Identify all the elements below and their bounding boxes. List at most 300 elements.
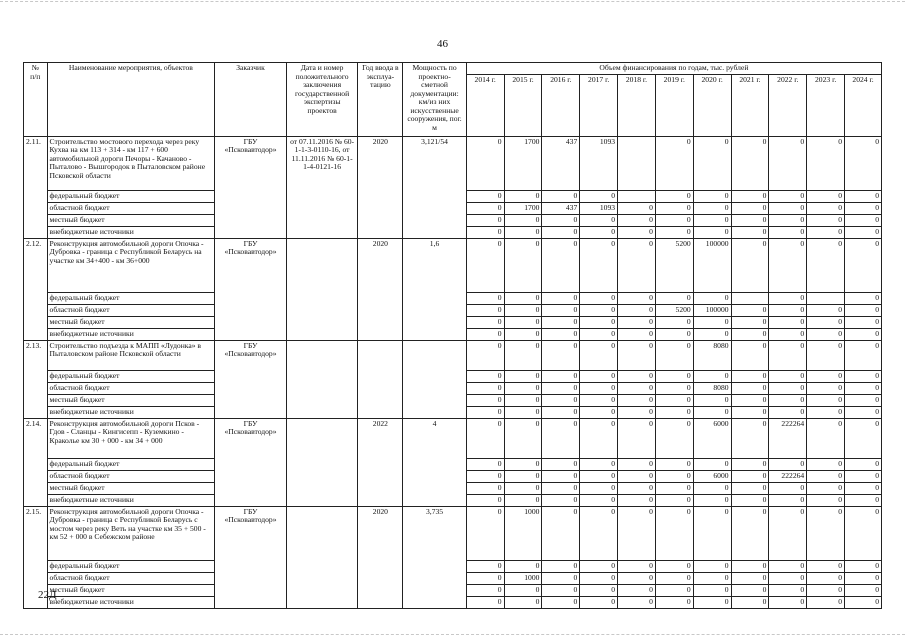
value-cell: 0 [580, 418, 618, 458]
value-cell: 0 [693, 482, 731, 494]
value-cell: 0 [807, 136, 845, 190]
value-cell: 0 [731, 238, 769, 292]
value-cell: 0 [807, 470, 845, 482]
value-cell: 0 [504, 190, 542, 202]
value-cell: 0 [466, 238, 504, 292]
subrow-label: местный бюджет [47, 584, 215, 596]
value-cell: 0 [618, 292, 656, 304]
value-cell: 0 [731, 596, 769, 608]
value-cell: 0 [466, 340, 504, 370]
header-year-col: 2014 г. [466, 74, 504, 136]
value-cell: 0 [542, 560, 580, 572]
row-number: 2.13. [24, 340, 48, 418]
row-expertise [286, 340, 358, 418]
value-cell: 0 [618, 470, 656, 482]
row-year: 2020 [358, 238, 403, 340]
subrow-label: федеральный бюджет [47, 370, 215, 382]
value-cell: 0 [693, 190, 731, 202]
value-cell: 0 [845, 596, 882, 608]
value-cell: 0 [542, 506, 580, 560]
header-year-col: 2022 г. [769, 74, 807, 136]
value-cell: 0 [618, 340, 656, 370]
value-cell: 0 [466, 382, 504, 394]
value-cell: 0 [504, 214, 542, 226]
value-cell: 0 [807, 506, 845, 560]
row-name: Реконструкция автомобильной дороги Опочка - Дубровка - граница с Республикой Беларусь с мостом через реку Веть на участке км 35 + 500 - км 52 + 000 в Себежском районе [47, 506, 215, 560]
subrow-label: местный бюджет [47, 316, 215, 328]
value-cell: 0 [845, 584, 882, 596]
value-cell: 0 [542, 214, 580, 226]
value-cell: 0 [618, 406, 656, 418]
value-cell: 0 [731, 494, 769, 506]
table-row [24, 238, 882, 292]
value-cell: 0 [807, 340, 845, 370]
value-cell: 0 [693, 202, 731, 214]
value-cell: 0 [731, 226, 769, 238]
value-cell: 0 [504, 292, 542, 304]
value-cell: 0 [731, 202, 769, 214]
value-cell: 0 [618, 560, 656, 572]
subrow-label: областной бюджет [47, 470, 215, 482]
header-funding: Объем финансирования по годам, тыс. рублей [466, 63, 881, 75]
subrow-label: федеральный бюджет [47, 190, 215, 202]
subrow-label: местный бюджет [47, 394, 215, 406]
value-cell: 0 [504, 494, 542, 506]
subrow-label: внебюджетные источники [47, 494, 215, 506]
value-cell: 0 [731, 340, 769, 370]
value-cell: 0 [845, 202, 882, 214]
value-cell: 0 [466, 328, 504, 340]
value-cell: 0 [655, 340, 693, 370]
value-cell: 0 [618, 596, 656, 608]
value-cell: 0 [807, 572, 845, 584]
value-cell: 0 [769, 494, 807, 506]
value-cell: 0 [807, 458, 845, 470]
value-cell: 0 [580, 316, 618, 328]
header-num: № п/п [24, 63, 48, 137]
row-capacity: 3,121/54 [403, 136, 466, 238]
value-cell: 0 [504, 406, 542, 418]
value-cell: 0 [542, 494, 580, 506]
value-cell: 0 [845, 328, 882, 340]
value-cell: 0 [504, 316, 542, 328]
value-cell: 0 [693, 136, 731, 190]
value-cell: 0 [693, 584, 731, 596]
value-cell: 0 [845, 560, 882, 572]
row-year [358, 340, 403, 418]
value-cell: 0 [542, 238, 580, 292]
value-cell: 0 [542, 370, 580, 382]
value-cell: 0 [580, 370, 618, 382]
value-cell: 0 [466, 506, 504, 560]
value-cell: 0 [466, 226, 504, 238]
value-cell: 0 [466, 418, 504, 458]
value-cell: 0 [542, 190, 580, 202]
value-cell: 0 [769, 316, 807, 328]
value-cell: 0 [807, 406, 845, 418]
row-name: Реконструкция автомобильной дороги Опочка - Дубровка - граница с Республикой Беларусь на участке км 34+400 - км 36+000 [47, 238, 215, 292]
value-cell: 0 [693, 394, 731, 406]
value-cell: 6000 [693, 418, 731, 458]
value-cell: 0 [655, 226, 693, 238]
value-cell: 0 [580, 584, 618, 596]
value-cell: 0 [655, 494, 693, 506]
value-cell: 0 [693, 316, 731, 328]
value-cell: 0 [655, 506, 693, 560]
value-cell: 0 [580, 470, 618, 482]
value-cell: 0 [769, 304, 807, 316]
value-cell: 0 [731, 136, 769, 190]
value-cell: 0 [580, 382, 618, 394]
subrow-label: федеральный бюджет [47, 458, 215, 470]
value-cell: 0 [542, 584, 580, 596]
value-cell: 0 [466, 292, 504, 304]
value-cell: 0 [466, 316, 504, 328]
value-cell: 0 [618, 328, 656, 340]
value-cell: 0 [618, 572, 656, 584]
value-cell: 0 [542, 418, 580, 458]
footer-code: 22Д [38, 589, 57, 601]
value-cell: 0 [466, 560, 504, 572]
header-year: Год ввода в эксплуа-тацию [358, 63, 403, 137]
value-cell: 0 [845, 506, 882, 560]
value-cell: 0 [542, 394, 580, 406]
value-cell: 0 [542, 292, 580, 304]
value-cell: 0 [542, 470, 580, 482]
row-customer: ГБУ «Псковавтодор» [215, 136, 287, 238]
value-cell: 0 [655, 202, 693, 214]
value-cell: 0 [693, 572, 731, 584]
row-number: 2.11. [24, 136, 48, 238]
value-cell: 0 [693, 370, 731, 382]
value-cell: 0 [731, 470, 769, 482]
subrow-label: внебюджетные источники [47, 328, 215, 340]
value-cell: 0 [769, 482, 807, 494]
header-year-col: 2020 г. [693, 74, 731, 136]
value-cell: 0 [807, 238, 845, 292]
value-cell: 5200 [655, 304, 693, 316]
header-year-col: 2023 г. [807, 74, 845, 136]
value-cell: 0 [655, 406, 693, 418]
subrow-label: областной бюджет [47, 304, 215, 316]
value-cell: 0 [769, 238, 807, 292]
value-cell: 0 [618, 238, 656, 292]
value-cell: 0 [769, 572, 807, 584]
value-cell: 0 [655, 458, 693, 470]
value-cell: 1093 [580, 202, 618, 214]
value-cell: 0 [504, 328, 542, 340]
value-cell: 0 [618, 418, 656, 458]
value-cell [807, 292, 845, 304]
value-cell: 0 [618, 382, 656, 394]
value-cell: 0 [845, 292, 882, 304]
value-cell: 0 [845, 238, 882, 292]
value-cell: 0 [504, 584, 542, 596]
value-cell: 0 [504, 238, 542, 292]
row-year: 2022 [358, 418, 403, 506]
row-number: 2.15. [24, 506, 48, 608]
value-cell: 0 [580, 482, 618, 494]
value-cell: 0 [655, 136, 693, 190]
header-customer: Заказчик [215, 63, 287, 137]
value-cell: 0 [655, 418, 693, 458]
value-cell: 0 [466, 494, 504, 506]
table-row [24, 506, 882, 560]
value-cell: 1000 [504, 506, 542, 560]
value-cell: 0 [807, 560, 845, 572]
row-expertise [286, 238, 358, 340]
value-cell: 222264 [769, 470, 807, 482]
row-capacity: 3,735 [403, 506, 466, 608]
value-cell: 0 [618, 584, 656, 596]
value-cell: 0 [504, 470, 542, 482]
value-cell: 0 [807, 304, 845, 316]
row-capacity: 4 [403, 418, 466, 506]
header-name: Наименование мероприятия, объектов [47, 63, 215, 137]
row-number: 2.14. [24, 418, 48, 506]
value-cell: 0 [504, 304, 542, 316]
value-cell: 0 [769, 596, 807, 608]
value-cell: 0 [580, 596, 618, 608]
value-cell: 0 [618, 202, 656, 214]
subrow-label: внебюджетные источники [47, 596, 215, 608]
value-cell: 0 [769, 136, 807, 190]
value-cell: 0 [769, 226, 807, 238]
value-cell: 0 [845, 482, 882, 494]
subrow-label: федеральный бюджет [47, 560, 215, 572]
value-cell: 0 [618, 370, 656, 382]
value-cell: 0 [731, 394, 769, 406]
value-cell: 0 [504, 482, 542, 494]
value-cell: 0 [731, 328, 769, 340]
header-year-col: 2019 г. [655, 74, 693, 136]
value-cell: 0 [504, 226, 542, 238]
value-cell: 0 [731, 482, 769, 494]
row-expertise [286, 418, 358, 506]
value-cell: 0 [504, 340, 542, 370]
value-cell: 1700 [504, 136, 542, 190]
subrow-label: местный бюджет [47, 482, 215, 494]
value-cell: 0 [845, 190, 882, 202]
value-cell: 0 [504, 596, 542, 608]
value-cell: 1093 [580, 136, 618, 190]
value-cell: 0 [769, 382, 807, 394]
value-cell: 0 [655, 382, 693, 394]
value-cell: 0 [807, 190, 845, 202]
value-cell: 0 [769, 190, 807, 202]
value-cell: 0 [769, 370, 807, 382]
value-cell: 0 [580, 304, 618, 316]
value-cell: 1000 [504, 572, 542, 584]
value-cell: 0 [807, 214, 845, 226]
value-cell: 0 [807, 226, 845, 238]
value-cell: 5200 [655, 238, 693, 292]
value-cell: 0 [731, 458, 769, 470]
value-cell: 0 [466, 190, 504, 202]
value-cell: 0 [769, 584, 807, 596]
value-cell: 0 [466, 136, 504, 190]
row-capacity: 1,6 [403, 238, 466, 340]
header-year-col: 2024 г. [845, 74, 882, 136]
value-cell: 0 [769, 560, 807, 572]
value-cell: 0 [807, 418, 845, 458]
value-cell: 0 [731, 584, 769, 596]
value-cell: 0 [807, 494, 845, 506]
row-year: 2020 [358, 136, 403, 238]
value-cell: 0 [769, 506, 807, 560]
row-expertise [286, 506, 358, 608]
value-cell: 0 [731, 560, 769, 572]
value-cell: 0 [504, 382, 542, 394]
value-cell: 0 [504, 370, 542, 382]
value-cell: 0 [580, 292, 618, 304]
value-cell: 0 [807, 316, 845, 328]
row-customer: ГБУ «Псковавтодор» [215, 418, 287, 506]
value-cell: 8080 [693, 382, 731, 394]
value-cell: 1700 [504, 202, 542, 214]
value-cell: 0 [807, 394, 845, 406]
value-cell: 0 [580, 394, 618, 406]
value-cell: 0 [845, 394, 882, 406]
row-customer: ГБУ «Псковавтодор» [215, 506, 287, 608]
value-cell: 0 [845, 316, 882, 328]
value-cell: 0 [580, 226, 618, 238]
value-cell: 0 [655, 572, 693, 584]
table-row [24, 136, 882, 190]
value-cell: 0 [845, 470, 882, 482]
value-cell: 0 [618, 226, 656, 238]
value-cell: 0 [655, 596, 693, 608]
subrow-label: областной бюджет [47, 382, 215, 394]
value-cell: 0 [580, 406, 618, 418]
value-cell: 0 [466, 394, 504, 406]
value-cell: 0 [693, 328, 731, 340]
scan-edge-top [0, 1, 905, 2]
value-cell [618, 190, 656, 202]
value-cell: 0 [655, 370, 693, 382]
header-year-col: 2021 г. [731, 74, 769, 136]
value-cell: 0 [504, 418, 542, 458]
value-cell: 0 [769, 202, 807, 214]
value-cell: 0 [731, 406, 769, 418]
value-cell: 0 [693, 560, 731, 572]
value-cell: 0 [542, 304, 580, 316]
value-cell: 0 [504, 458, 542, 470]
value-cell: 0 [580, 328, 618, 340]
value-cell: 0 [466, 470, 504, 482]
value-cell: 0 [618, 482, 656, 494]
value-cell: 437 [542, 136, 580, 190]
row-name: Строительство мостового перехода через реку Кухва на км 113 + 314 - км 117 + 600 автомобильной дороги Печоры - Качаново - Пыталово - Вышгородок в Пыталовском районе Псковской области [47, 136, 215, 190]
value-cell: 0 [618, 494, 656, 506]
value-cell: 0 [542, 328, 580, 340]
value-cell: 0 [731, 572, 769, 584]
value-cell: 0 [466, 584, 504, 596]
value-cell: 0 [466, 214, 504, 226]
value-cell: 0 [769, 394, 807, 406]
value-cell: 0 [693, 406, 731, 418]
value-cell: 0 [845, 494, 882, 506]
value-cell: 0 [845, 382, 882, 394]
value-cell: 0 [655, 190, 693, 202]
value-cell: 0 [693, 596, 731, 608]
value-cell: 0 [655, 470, 693, 482]
value-cell: 437 [542, 202, 580, 214]
value-cell: 0 [845, 214, 882, 226]
value-cell: 0 [542, 316, 580, 328]
value-cell: 0 [466, 304, 504, 316]
row-name: Реконструкция автомобильной дороги Псков - Гдов - Сланцы - Кингисепп - Куземкино - Краколье км 30 + 000 - км 34 + 000 [47, 418, 215, 458]
row-expertise: от 07.11.2016 № 60-1-1-3-0110-16, от 11.11.2016 № 60-1-1-4-0121-16 [286, 136, 358, 238]
value-cell: 0 [693, 214, 731, 226]
value-cell: 0 [655, 584, 693, 596]
value-cell: 0 [542, 482, 580, 494]
value-cell: 0 [542, 596, 580, 608]
subrow-label: местный бюджет [47, 214, 215, 226]
header-year-col: 2015 г. [504, 74, 542, 136]
value-cell: 0 [845, 572, 882, 584]
subrow-label: областной бюджет [47, 572, 215, 584]
value-cell: 0 [731, 418, 769, 458]
value-cell: 0 [580, 494, 618, 506]
subrow-label: внебюджетные источники [47, 226, 215, 238]
value-cell: 0 [731, 190, 769, 202]
value-cell: 0 [693, 292, 731, 304]
value-cell: 0 [655, 394, 693, 406]
value-cell: 0 [769, 292, 807, 304]
value-cell: 0 [769, 458, 807, 470]
value-cell: 0 [466, 596, 504, 608]
value-cell: 0 [845, 304, 882, 316]
value-cell: 0 [580, 190, 618, 202]
value-cell: 0 [655, 316, 693, 328]
header-year-col: 2018 г. [618, 74, 656, 136]
value-cell: 0 [807, 370, 845, 382]
value-cell: 0 [845, 136, 882, 190]
value-cell: 0 [655, 482, 693, 494]
value-cell: 0 [845, 406, 882, 418]
subrow-label: внебюджетные источники [47, 406, 215, 418]
value-cell: 0 [542, 226, 580, 238]
value-cell: 0 [580, 340, 618, 370]
page-number: 46 [437, 38, 448, 50]
row-year: 2020 [358, 506, 403, 608]
value-cell: 0 [580, 458, 618, 470]
value-cell: 0 [731, 304, 769, 316]
row-capacity [403, 340, 466, 418]
value-cell: 0 [731, 214, 769, 226]
value-cell: 0 [693, 506, 731, 560]
value-cell: 0 [845, 418, 882, 458]
value-cell: 0 [542, 406, 580, 418]
value-cell: 0 [655, 560, 693, 572]
row-customer: ГБУ «Псковавтодор» [215, 238, 287, 340]
value-cell: 0 [618, 506, 656, 560]
row-number: 2.12. [24, 238, 48, 340]
value-cell: 0 [542, 340, 580, 370]
value-cell: 0 [655, 214, 693, 226]
row-name: Строительство подъезда к МАПП «Лудонка» в Пыталовском районе Псковской области [47, 340, 215, 370]
value-cell: 0 [618, 394, 656, 406]
value-cell: 0 [466, 370, 504, 382]
value-cell: 0 [845, 340, 882, 370]
value-cell: 0 [580, 560, 618, 572]
value-cell: 0 [542, 382, 580, 394]
value-cell: 0 [769, 328, 807, 340]
value-cell: 0 [807, 382, 845, 394]
value-cell: 0 [731, 382, 769, 394]
value-cell: 0 [618, 304, 656, 316]
